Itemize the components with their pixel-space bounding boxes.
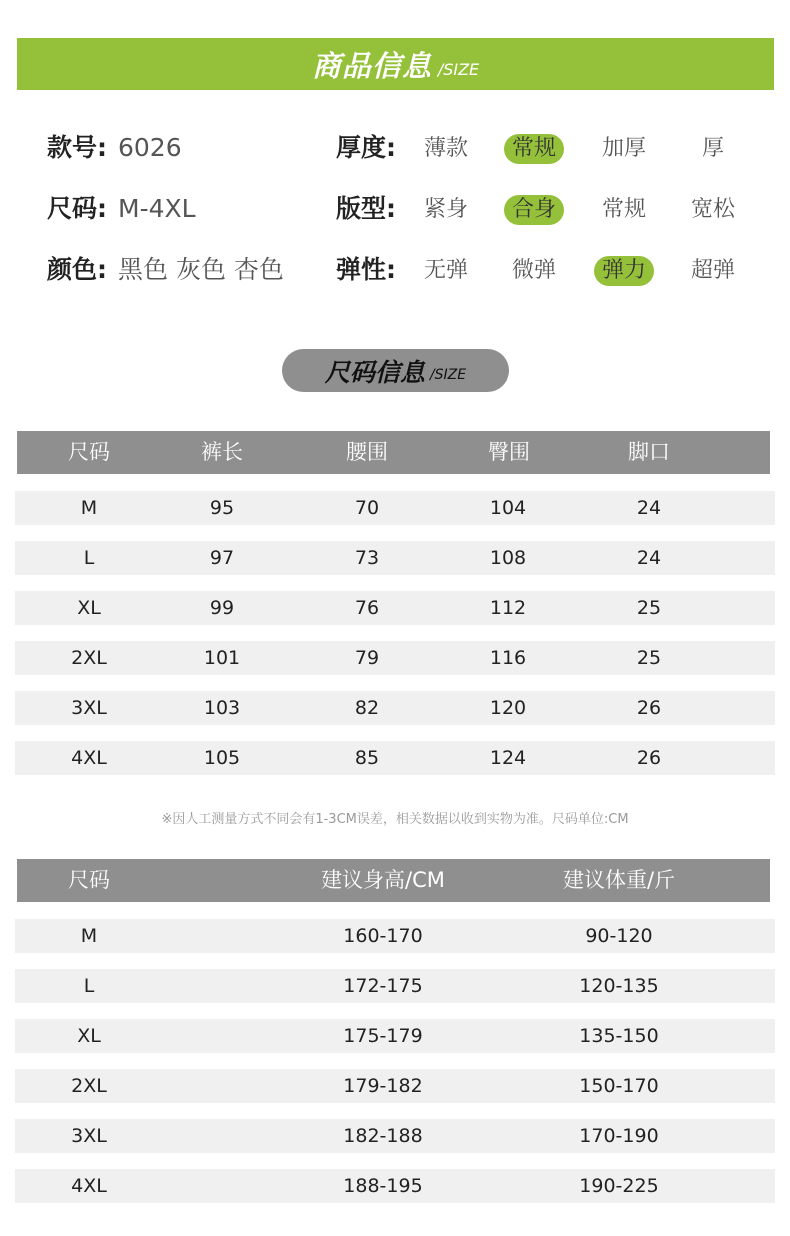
style-number-value: 6026 bbox=[118, 133, 182, 162]
elasticity-option: 无弹 bbox=[423, 258, 468, 283]
banner-title: 商品信息 bbox=[311, 48, 432, 83]
weight-cell: 120-135 bbox=[579, 975, 659, 997]
length-cell: 105 bbox=[203, 747, 241, 769]
style-number-label: 款号: bbox=[47, 133, 107, 162]
hip-cell: 104 bbox=[489, 497, 527, 519]
fit-table-header bbox=[17, 859, 770, 902]
size-cell: XL bbox=[77, 1025, 101, 1047]
size-table-row bbox=[15, 741, 775, 775]
hem-cell: 25 bbox=[636, 597, 662, 619]
color-value: 黑色 灰色 杏色 bbox=[118, 255, 284, 284]
length-cell: 101 bbox=[203, 647, 241, 669]
height-cell: 160-170 bbox=[343, 925, 423, 947]
hip-cell: 124 bbox=[489, 747, 527, 769]
fit-option: 紧身 bbox=[423, 197, 468, 222]
size-table-row bbox=[15, 591, 775, 625]
hem-cell: 26 bbox=[636, 747, 662, 769]
size-cell: M bbox=[80, 925, 98, 947]
size-table-header-cell: 腰围 bbox=[346, 440, 388, 464]
size-cell: 4XL bbox=[71, 1175, 107, 1197]
size-info-subtitle: /SIZE bbox=[429, 366, 467, 383]
size-table-row bbox=[15, 491, 775, 525]
size-cell: L bbox=[83, 975, 95, 997]
weight-cell: 90-120 bbox=[585, 925, 653, 947]
size-cell: 2XL bbox=[71, 1075, 107, 1097]
size-table-header bbox=[17, 431, 770, 474]
thickness-option: 薄款 bbox=[423, 136, 468, 161]
thickness-option: 厚 bbox=[701, 136, 724, 161]
fit-table-header-cell: 建议体重/斤 bbox=[562, 868, 676, 892]
hem-cell: 25 bbox=[636, 647, 662, 669]
waist-cell: 76 bbox=[354, 597, 380, 619]
weight-cell: 135-150 bbox=[579, 1025, 659, 1047]
elasticity-option: 超弹 bbox=[690, 258, 735, 283]
thickness-option-selected: 常规 bbox=[504, 134, 564, 164]
size-table-row bbox=[15, 641, 775, 675]
info-row-elasticity bbox=[0, 250, 790, 290]
hip-cell: 108 bbox=[489, 547, 527, 569]
info-row-fit bbox=[0, 189, 790, 229]
size-table-header-cell: 脚口 bbox=[628, 440, 670, 464]
size-info-title: 尺码信息 bbox=[324, 357, 425, 387]
fit-table-row bbox=[15, 1119, 775, 1153]
size-table-row bbox=[15, 691, 775, 725]
size-table-row bbox=[15, 541, 775, 575]
fit-label: 版型: bbox=[336, 194, 396, 223]
size-cell: L bbox=[83, 547, 95, 569]
hip-cell: 120 bbox=[489, 697, 527, 719]
info-row-thickness bbox=[0, 128, 790, 168]
elasticity-option-selected: 弹力 bbox=[594, 256, 654, 286]
size-cell: 3XL bbox=[71, 697, 107, 719]
height-cell: 175-179 bbox=[343, 1025, 423, 1047]
fit-table-header-cell: 尺码 bbox=[68, 868, 110, 892]
thickness-label: 厚度: bbox=[336, 133, 396, 162]
fit-table-header-cell: 建议身高/CM bbox=[321, 868, 445, 892]
waist-cell: 82 bbox=[354, 697, 380, 719]
size-value: M-4XL bbox=[118, 194, 196, 223]
fit-option-selected: 合身 bbox=[504, 195, 564, 225]
banner-subtitle: /SIZE bbox=[437, 59, 480, 79]
fit-table-row bbox=[15, 1019, 775, 1053]
fit-option: 常规 bbox=[601, 197, 646, 222]
measurement-note: ※因人工测量方式不同会有1-3CM误差，相关数据以收到实物为准。尺码单位:CM bbox=[161, 812, 629, 827]
size-table-header-cell: 尺码 bbox=[68, 440, 110, 464]
waist-cell: 73 bbox=[354, 547, 380, 569]
size-info-heading bbox=[282, 349, 509, 392]
fit-table-row bbox=[15, 1169, 775, 1203]
height-cell: 172-175 bbox=[343, 975, 423, 997]
size-cell: 2XL bbox=[71, 647, 107, 669]
length-cell: 99 bbox=[209, 597, 235, 619]
size-cell: M bbox=[80, 497, 98, 519]
hem-cell: 26 bbox=[636, 697, 662, 719]
waist-cell: 79 bbox=[354, 647, 380, 669]
height-cell: 188-195 bbox=[343, 1175, 423, 1197]
waist-cell: 85 bbox=[354, 747, 380, 769]
fit-table-row bbox=[15, 1069, 775, 1103]
weight-cell: 170-190 bbox=[579, 1125, 659, 1147]
size-table-header-cell: 臀围 bbox=[488, 440, 530, 464]
height-cell: 182-188 bbox=[343, 1125, 423, 1147]
fit-table-row bbox=[15, 919, 775, 953]
hem-cell: 24 bbox=[636, 497, 662, 519]
height-cell: 179-182 bbox=[343, 1075, 423, 1097]
hem-cell: 24 bbox=[636, 547, 662, 569]
color-label: 颜色: bbox=[47, 255, 107, 284]
size-cell: XL bbox=[77, 597, 101, 619]
weight-cell: 150-170 bbox=[579, 1075, 659, 1097]
size-table-header-cell: 裤长 bbox=[201, 440, 243, 464]
elasticity-label: 弹性: bbox=[336, 255, 396, 284]
hip-cell: 112 bbox=[489, 597, 527, 619]
size-cell: 3XL bbox=[71, 1125, 107, 1147]
length-cell: 103 bbox=[203, 697, 241, 719]
waist-cell: 70 bbox=[354, 497, 380, 519]
size-label: 尺码: bbox=[47, 194, 107, 223]
size-cell: 4XL bbox=[71, 747, 107, 769]
thickness-option: 加厚 bbox=[601, 136, 646, 161]
fit-option: 宽松 bbox=[690, 197, 735, 222]
weight-cell: 190-225 bbox=[579, 1175, 659, 1197]
length-cell: 95 bbox=[209, 497, 235, 519]
fit-table-row bbox=[15, 969, 775, 1003]
product-info-banner bbox=[17, 38, 774, 90]
elasticity-option: 微弹 bbox=[511, 258, 556, 283]
length-cell: 97 bbox=[209, 547, 235, 569]
hip-cell: 116 bbox=[489, 647, 527, 669]
